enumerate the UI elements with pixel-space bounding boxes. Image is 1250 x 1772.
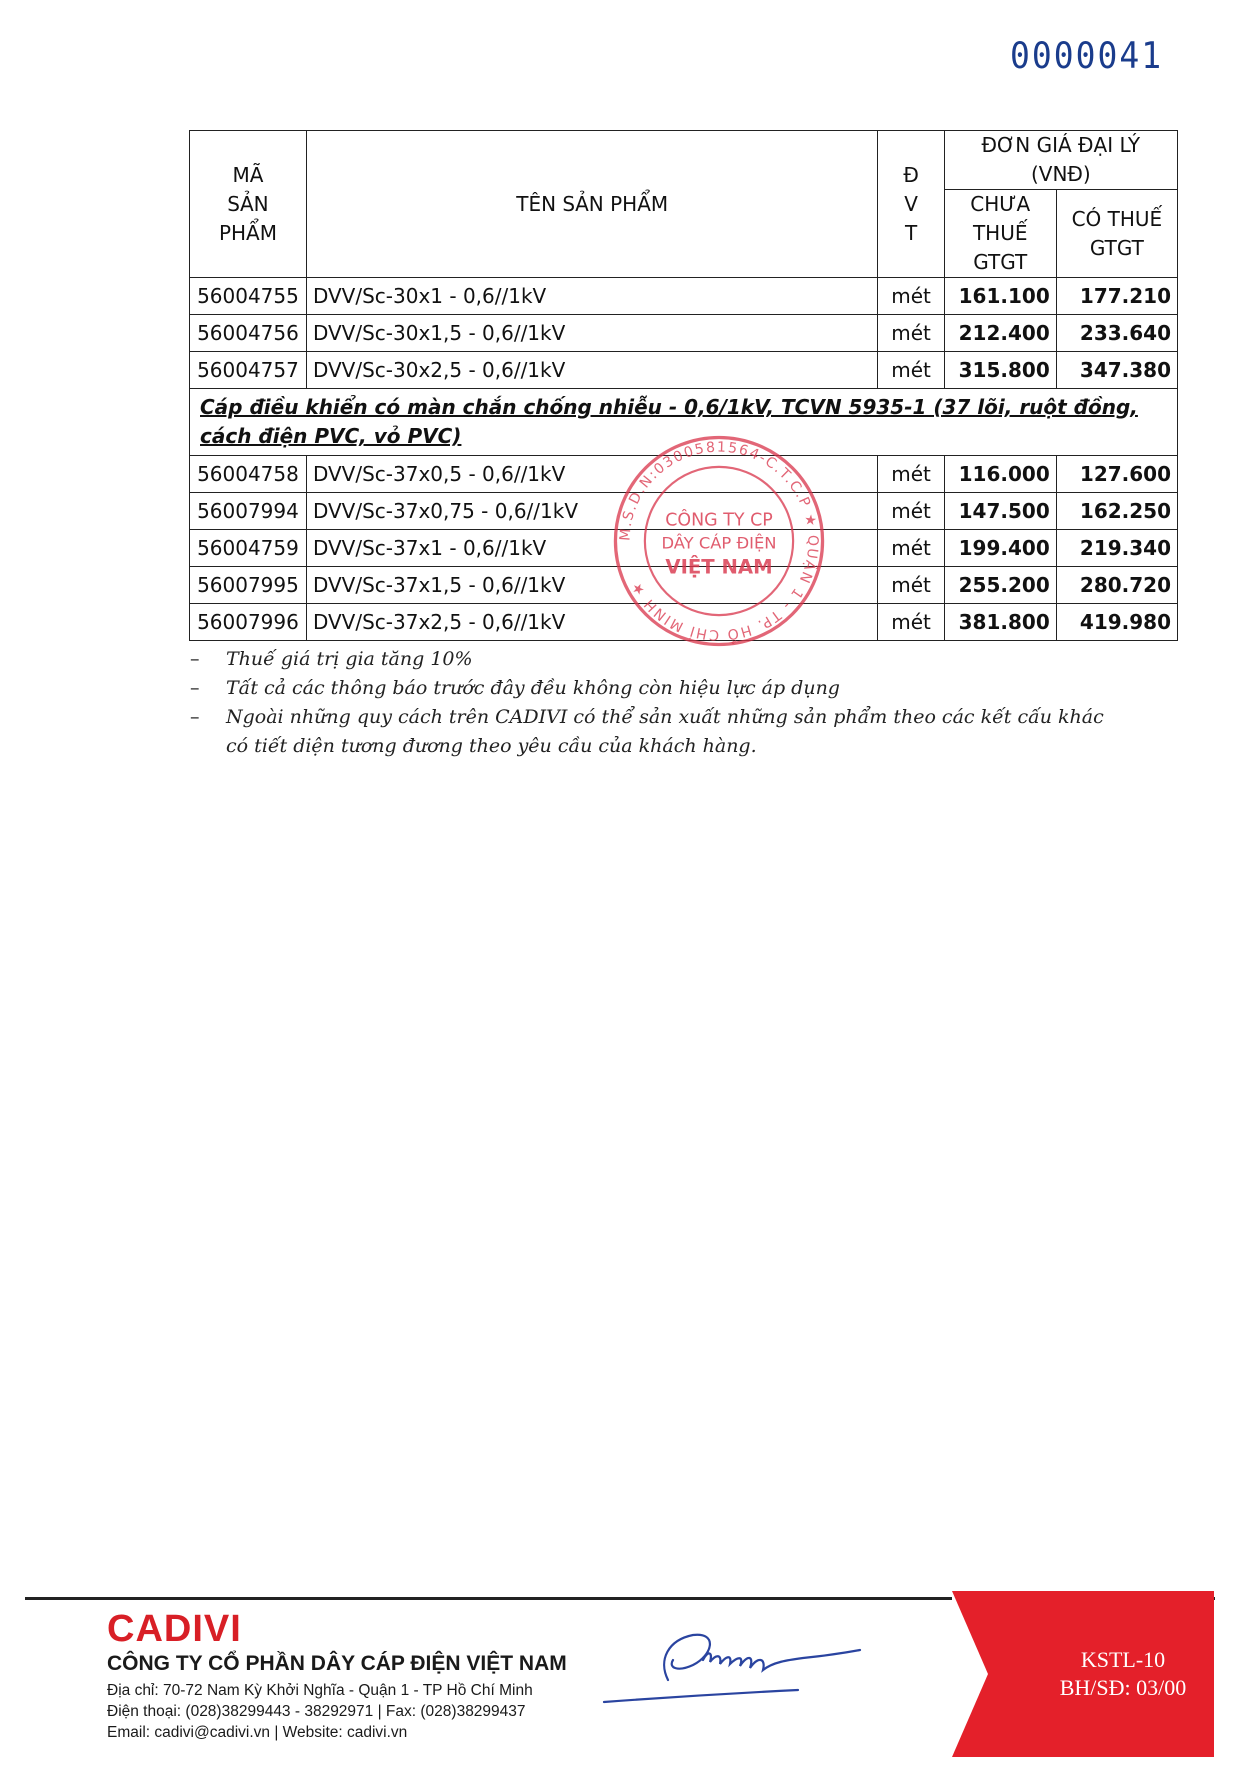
unit: mét (878, 493, 944, 530)
product-code: 56007995 (190, 567, 307, 604)
header-name: TÊN SẢN PHẨM (306, 131, 878, 278)
note-item: – Tất cả các thông báo trước đây đều không còn hiệu lực áp dụng (190, 677, 840, 699)
unit: mét (878, 315, 944, 352)
price-inc-vat: 280.720 (1056, 567, 1177, 604)
price-ex-vat: 199.400 (944, 530, 1056, 567)
form-code: KSTL-10 (1080, 1647, 1166, 1672)
price-ex-vat: 116.000 (944, 456, 1056, 493)
price-inc-vat: 219.340 (1056, 530, 1177, 567)
stamp-line-2: DÂY CÁP ĐIỆN (661, 533, 777, 553)
company-stamp (610, 432, 828, 650)
price-inc-vat: 419.980 (1056, 604, 1177, 641)
product-name: DVV/Sc-30x2,5 - 0,6//1kV (306, 352, 878, 389)
header-price-ex-vat: CHƯA THUẾ GTGT (944, 190, 1056, 278)
price-ex-vat: 255.200 (944, 567, 1056, 604)
product-code: 56004755 (190, 278, 307, 315)
price-inc-vat: 127.600 (1056, 456, 1177, 493)
table-header-row (190, 131, 1178, 190)
table-row (190, 278, 1178, 315)
address: Địa chỉ: 70-72 Nam Kỳ Khởi Nghĩa - Quận 1 - TP Hồ Chí Minh (107, 1682, 533, 1699)
signature (598, 1610, 898, 1710)
note-item: – Ngoài những quy cách trên CADIVI có thể sản xuất những sản phẩm theo các kết cấu khác có tiết diện tương đương theo yêu cầu của khách hàng. (190, 706, 1104, 757)
stamp-line-3: VIỆT NAM (665, 555, 773, 579)
email-website: Email: cadivi@cadivi.vn | Website: cadivi.vn (107, 1724, 408, 1741)
header-code: MÃ SẢN PHẨM (190, 131, 307, 278)
price-inc-vat: 162.250 (1056, 493, 1177, 530)
product-name: DVV/Sc-37x2,5 - 0,6//1kV (306, 604, 878, 641)
unit: mét (878, 567, 944, 604)
product-code: 56004758 (190, 456, 307, 493)
footer-form-code (1048, 1646, 1198, 1702)
company-name: CÔNG TY CỔ PHẦN DÂY CÁP ĐIỆN VIỆT NAM (107, 1652, 567, 1675)
header-price-inc-vat: CÓ THUẾ GTGT (1056, 190, 1177, 278)
stamp-line-1: CÔNG TY CP (665, 510, 773, 531)
product-code: 56004759 (190, 530, 307, 567)
note-item: – Thuế giá trị gia tăng 10% (190, 648, 473, 670)
product-code: 56007994 (190, 493, 307, 530)
price-inc-vat: 233.640 (1056, 315, 1177, 352)
table-row (190, 315, 1178, 352)
product-code: 56004757 (190, 352, 307, 389)
product-name: DVV/Sc-37x1,5 - 0,6//1kV (306, 567, 878, 604)
header-unit: Đ V T (878, 131, 944, 278)
unit: mét (878, 456, 944, 493)
revision-code: BH/SĐ: 03/00 (1059, 1675, 1187, 1700)
price-ex-vat: 161.100 (944, 278, 1056, 315)
price-inc-vat: 177.210 (1056, 278, 1177, 315)
price-ex-vat: 147.500 (944, 493, 1056, 530)
stamp-outer-text: M.S.D.N:0300581564-C.T.C.P ★ QUẬN 1 - TP. HỒ CHÍ MINH ★ (617, 439, 821, 643)
product-name: DVV/Sc-37x0,75 - 0,6//1kV (306, 493, 878, 530)
price-ex-vat: 212.400 (944, 315, 1056, 352)
header-price-group: ĐƠN GIÁ ĐẠI LÝ (VNĐ) (944, 131, 1177, 190)
table-row (190, 352, 1178, 389)
cadivi-logo: CADIVI (107, 1608, 242, 1650)
product-name: DVV/Sc-37x1 - 0,6//1kV (306, 530, 878, 567)
product-name: DVV/Sc-30x1,5 - 0,6//1kV (306, 315, 878, 352)
document-number: 0000041 (1010, 34, 1164, 77)
unit: mét (878, 604, 944, 641)
unit: mét (878, 530, 944, 567)
notes (190, 645, 1110, 761)
price-ex-vat: 315.800 (944, 352, 1056, 389)
phone-fax: Điện thoại: (028)38299443 - 38292971 | Fax: (028)38299437 (107, 1703, 526, 1720)
section-title: Cáp điều khiển có màn chắn chống nhiễu - 0,6/1kV, TCVN 5935-1 (37 lõi, ruột đồng, cách điện PVC, vỏ PVC) (190, 389, 1178, 456)
contact-info (107, 1680, 533, 1743)
product-code: 56007996 (190, 604, 307, 641)
unit: mét (878, 278, 944, 315)
product-name: DVV/Sc-30x1 - 0,6//1kV (306, 278, 878, 315)
price-inc-vat: 347.380 (1056, 352, 1177, 389)
footer-notch (952, 1591, 988, 1757)
price-ex-vat: 381.800 (944, 604, 1056, 641)
unit: mét (878, 352, 944, 389)
product-name: DVV/Sc-37x0,5 - 0,6//1kV (306, 456, 878, 493)
product-code: 56004756 (190, 315, 307, 352)
